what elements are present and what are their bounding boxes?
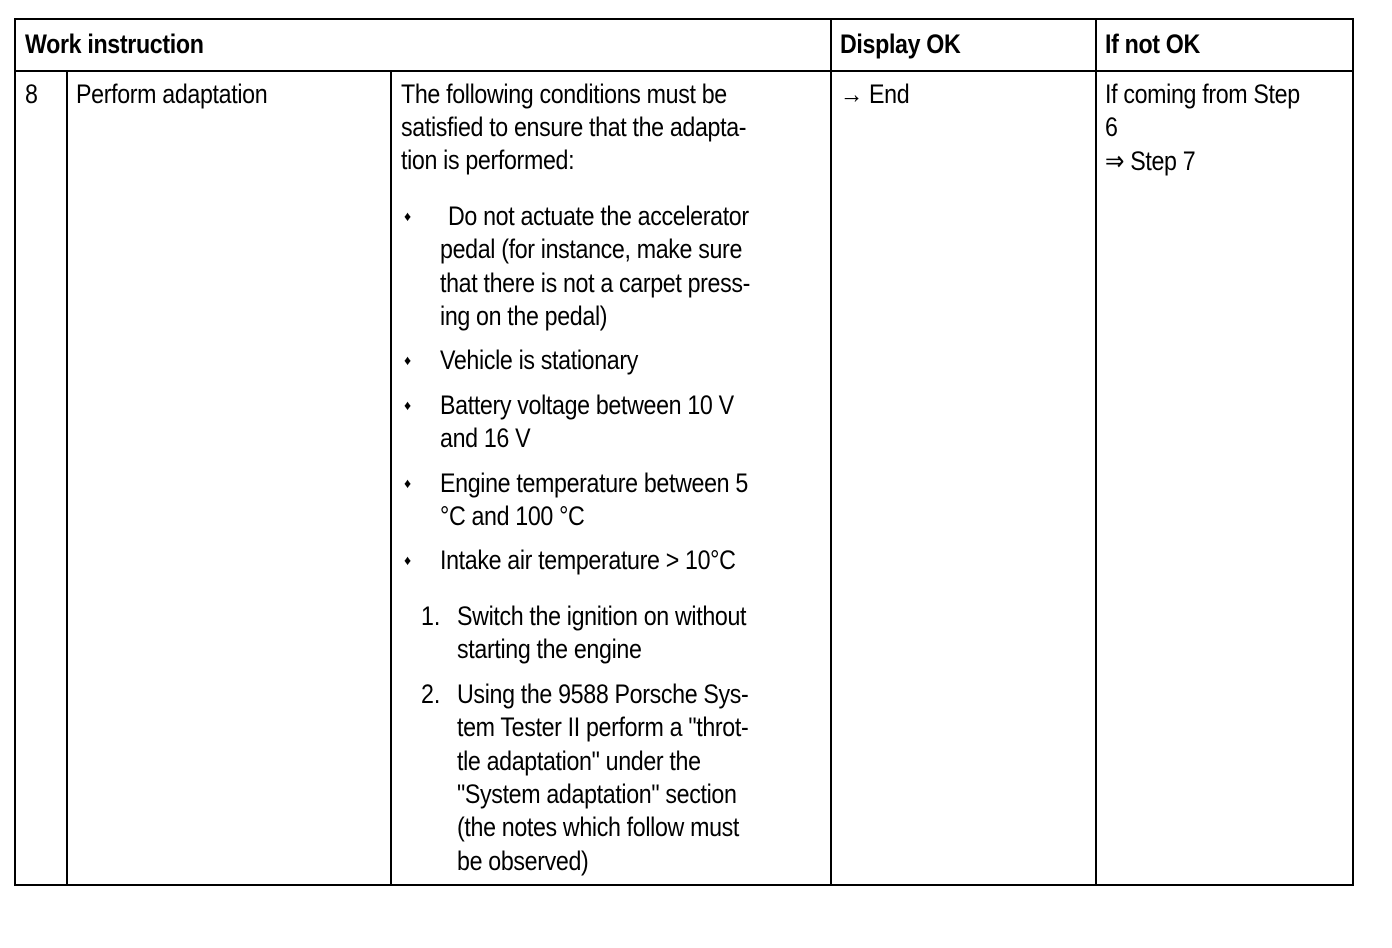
bullet-icon: ♦ — [404, 552, 412, 568]
condition-bullet-line: and 16 V — [440, 423, 531, 454]
if-not-ok-line-1: If coming from Step — [1105, 79, 1300, 109]
procedure-step-line: Switch the ignition on without — [457, 601, 747, 631]
condition-bullet-line: ing on the pedal) — [440, 300, 608, 331]
if-not-ok-line-3: ⇒ Step 7 — [1105, 146, 1196, 176]
column-divider-notok — [1095, 20, 1097, 884]
if-not-ok-line-2: 6 — [1105, 112, 1118, 142]
bullet-icon: ♦ — [404, 352, 412, 368]
header-display-ok: Display OK — [840, 29, 961, 59]
intro-line-2: satisfied to ensure that the adapta- — [401, 112, 747, 142]
procedure-step-line: "System adaptation" section — [457, 778, 737, 809]
procedure-step-line: tle adaptation" under the — [457, 745, 701, 776]
condition-bullet-line: Battery voltage between 10 V — [440, 390, 734, 420]
procedure-step-line: tem Tester II perform a "throt- — [457, 712, 749, 743]
column-divider-display — [830, 20, 832, 884]
intro-line-1: The following conditions must be — [401, 79, 727, 109]
procedure-step-line: (the notes which follow must — [457, 812, 740, 843]
condition-bullet-line: Do not actuate the accelerator — [448, 201, 749, 231]
bullet-icon: ♦ — [404, 475, 412, 491]
procedure-step-number: 2. — [421, 679, 441, 709]
procedure-step-line: starting the engine — [457, 634, 642, 665]
column-divider-step — [66, 70, 68, 884]
condition-bullet-line: pedal (for instance, make sure — [440, 234, 743, 265]
condition-bullet-line: Vehicle is stationary — [440, 345, 639, 375]
procedure-step-line: be observed) — [457, 845, 589, 876]
header-divider — [16, 70, 1352, 72]
step-title: Perform adaptation — [76, 79, 268, 109]
header-work-instruction: Work instruction — [25, 29, 204, 59]
intro-line-3: tion is performed: — [401, 145, 575, 175]
header-if-not-ok: If not OK — [1105, 29, 1200, 59]
display-ok-result: → End — [840, 79, 910, 109]
step-number: 8 — [25, 79, 38, 109]
condition-bullet-line: Intake air temperature > 10°C — [440, 545, 736, 575]
procedure-step-line: Using the 9588 Porsche Sys- — [457, 679, 749, 709]
condition-bullet-line: °C and 100 °C — [440, 501, 585, 532]
condition-bullet-line: that there is not a carpet press- — [440, 267, 751, 298]
condition-bullet-line: Engine temperature between 5 — [440, 468, 748, 498]
procedure-step-number: 1. — [421, 601, 441, 631]
bullet-icon: ♦ — [404, 208, 412, 224]
column-divider-title — [390, 70, 392, 884]
bullet-icon: ♦ — [404, 397, 412, 413]
